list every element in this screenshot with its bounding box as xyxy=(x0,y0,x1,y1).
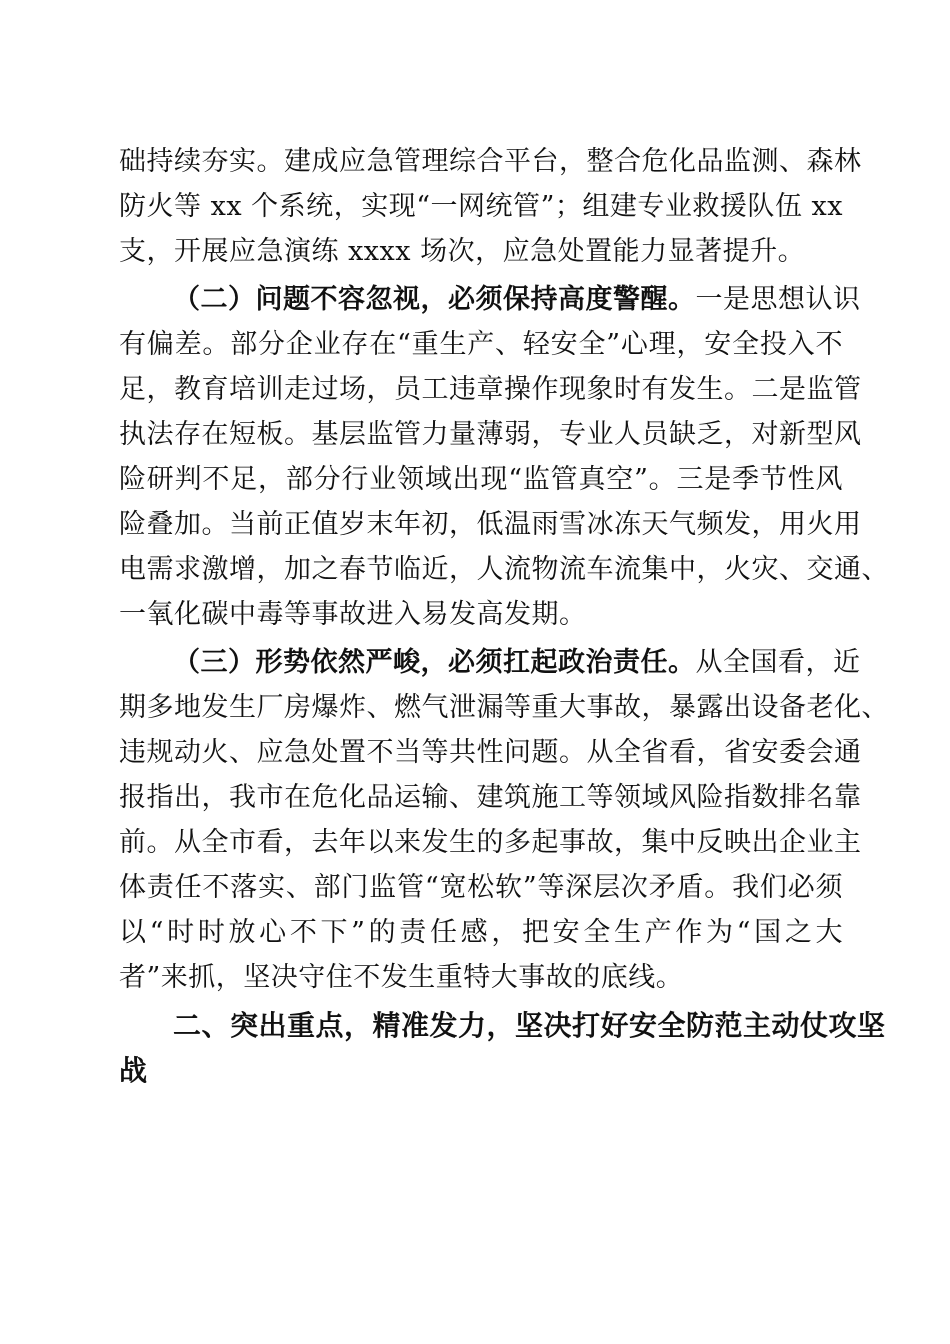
section-subheading: （三）形势依然严峻，必须扛起政治责任。 xyxy=(173,647,696,678)
paragraph-achievements xyxy=(119,139,862,274)
paragraph-situation xyxy=(119,640,889,1000)
text-line: 支，开展应急演练 xxxx 场次，应急处置能力显著提升。 xyxy=(119,236,806,267)
text-line: 执法存在短板。基层监管力量薄弱，专业人员缺乏，对新型风 xyxy=(119,419,862,450)
text-line: 一氧化碳中毒等事故进入易发高发期。 xyxy=(119,599,587,630)
text-run: 从全国看，近 xyxy=(695,647,861,678)
text-line: 础持续夯实。建成应急管理综合平台，整合危化品监测、森林 xyxy=(119,146,862,177)
text-line: 体责任不落实、部门监管“宽松软”等深层次矛盾。我们必须 xyxy=(119,872,843,903)
text-line: 者”来抓，坚决守住不发生重特大事故的底线。 xyxy=(119,962,684,993)
text-line: 前。从全市看，去年以来发生的多起事故，集中反映出企业主 xyxy=(119,827,862,858)
text-line: 防火等 xx 个系统，实现“一网统管”；组建专业救援队伍 xx xyxy=(119,191,843,222)
text-line: 违规动火、应急处置不当等共性问题。从全省看，省安委会通 xyxy=(119,737,862,768)
heading-line: 二、突出重点，精准发力，坚决打好安全防范主动仗攻坚 xyxy=(173,1009,886,1042)
section-subheading: （二）问题不容忽视，必须保持高度警醒。 xyxy=(173,284,696,315)
text-line xyxy=(119,277,861,322)
section-heading xyxy=(119,1003,886,1093)
paragraph-problems xyxy=(119,277,889,637)
text-line xyxy=(119,640,861,685)
text-line: 电需求激增，加之春节临近，人流物流车流集中，火灾、交通、 xyxy=(119,554,889,585)
text-line: 报指出，我市在危化品运输、建筑施工等领域风险指数排名靠 xyxy=(119,782,862,813)
document-body xyxy=(119,139,889,1093)
text-line: 有偏差。部分企业存在“重生产、轻安全”心理，安全投入不 xyxy=(119,329,843,360)
text-line: 足，教育培训走过场，员工违章操作现象时有发生。二是监管 xyxy=(119,374,862,405)
text-line: 险研判不足，部分行业领域出现“监管真空”。三是季节性风 xyxy=(119,464,843,495)
heading-line: 战 xyxy=(119,1054,148,1087)
text-line: 险叠加。当前正值岁末年初，低温雨雪冰冻天气频发，用火用 xyxy=(119,509,862,540)
text-run: 一是思想认识 xyxy=(695,284,861,315)
text-line: 以“时时放心不下”的责任感，把安全生产作为“国之大 xyxy=(119,917,843,948)
text-line: 期多地发生厂房爆炸、燃气泄漏等重大事故，暴露出设备老化、 xyxy=(119,692,889,723)
